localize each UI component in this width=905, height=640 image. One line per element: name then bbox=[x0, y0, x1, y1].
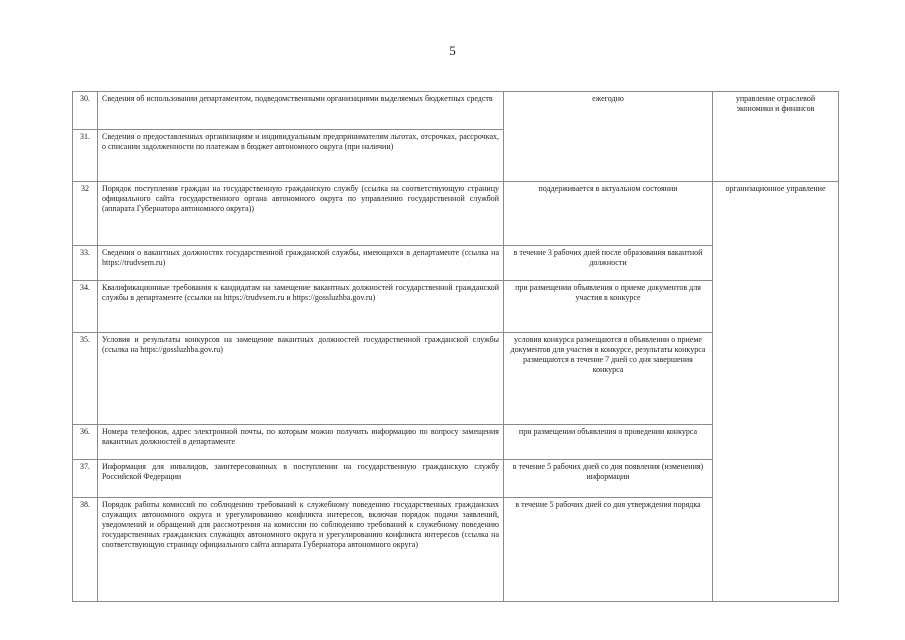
row-number: 32 bbox=[73, 182, 98, 246]
row-period: в течение 5 рабочих дней со дня появления (изменения) информации bbox=[504, 460, 713, 498]
table-row bbox=[73, 182, 839, 246]
row-responsible: организационное управление bbox=[713, 182, 839, 602]
row-period: в течение 3 рабочих дней после образования вакантной должности bbox=[504, 246, 713, 281]
row-description: Порядок поступления граждан на государственную гражданскую службу (ссылка на соответствующую страницу официального сайта государственного органа автономного округа по управлению государственной службой (аппарата Губернатора автономного округа)) bbox=[98, 182, 504, 246]
row-description: Сведения о вакантных должностях государственной гражданской службы, имеющихся в департаменте (ссылка на https://trudvsem.ru) bbox=[98, 246, 504, 281]
table-row bbox=[73, 92, 839, 130]
row-number: 37. bbox=[73, 460, 98, 498]
row-responsible: управление отраслевой экономики и финансов bbox=[713, 92, 839, 182]
row-description: Сведения о предоставленных организациям и индивидуальным предпринимателям льготах, отсрочках, рассрочках, о списании задолженности по платежам в бюджет автономного округа (при наличии) bbox=[98, 130, 504, 182]
row-number: 30. bbox=[73, 92, 98, 130]
page-number: 5 bbox=[449, 43, 456, 58]
row-period: поддерживается в актуальном состоянии bbox=[504, 182, 713, 246]
row-description: Квалификационные требования к кандидатам на замещение вакантных должностей государственной гражданской службы в департаменте (ссылки на https://trudvsem.ru и https://gossluzhba.gov.ru) bbox=[98, 281, 504, 333]
row-period: при размещении объявления о проведении конкурса bbox=[504, 425, 713, 460]
row-number: 35. bbox=[73, 333, 98, 425]
row-description: Информация для инвалидов, заинтересованных в поступлении на государственную гражданскую службу Российской Федерации bbox=[98, 460, 504, 498]
row-description: Порядок работы комиссий по соблюдению требований к служебному поведению государственных гражданских служащих автономного округа и урегулированию конфликта интересов, включая порядок подачи заявлений, уведомлений и обращений для рассмотрения на комиссии по соблюдению требований к служебному поведению государственных гражданских служащих автономного округа и урегулированию конфликта интересов (ссылка на соответствующую страницу официального сайта аппарата Губернатора автономного округа) bbox=[98, 498, 504, 602]
row-description: Сведения об использовании департаментом, подведомственными организациями выделяемых бюджетных средств bbox=[98, 92, 504, 130]
row-description: Номера телефонов, адрес электронной почты, по которым можно получить информацию по вопросу замещения вакантных должностей в департаменте bbox=[98, 425, 504, 460]
row-description: Условия и результаты конкурсов на замещение вакантных должностей государственной гражданской службы (ссылка на https://gossluzhba.gov.ru) bbox=[98, 333, 504, 425]
row-number: 36. bbox=[73, 425, 98, 460]
row-number: 38. bbox=[73, 498, 98, 602]
row-period: ежегодно bbox=[504, 92, 713, 182]
row-number: 34. bbox=[73, 281, 98, 333]
publication-table bbox=[72, 91, 839, 602]
row-period: в течение 5 рабочих дней со дня утверждения порядка bbox=[504, 498, 713, 602]
row-number: 33. bbox=[73, 246, 98, 281]
row-period: условия конкурса размещаются в объявлении о приеме документов для участия в конкурсе, результаты конкурса размещаются в течение 7 дней со дня завершения конкурса bbox=[504, 333, 713, 425]
row-period: при размещении объявления о приеме документов для участия в конкурсе bbox=[504, 281, 713, 333]
row-number: 31. bbox=[73, 130, 98, 182]
